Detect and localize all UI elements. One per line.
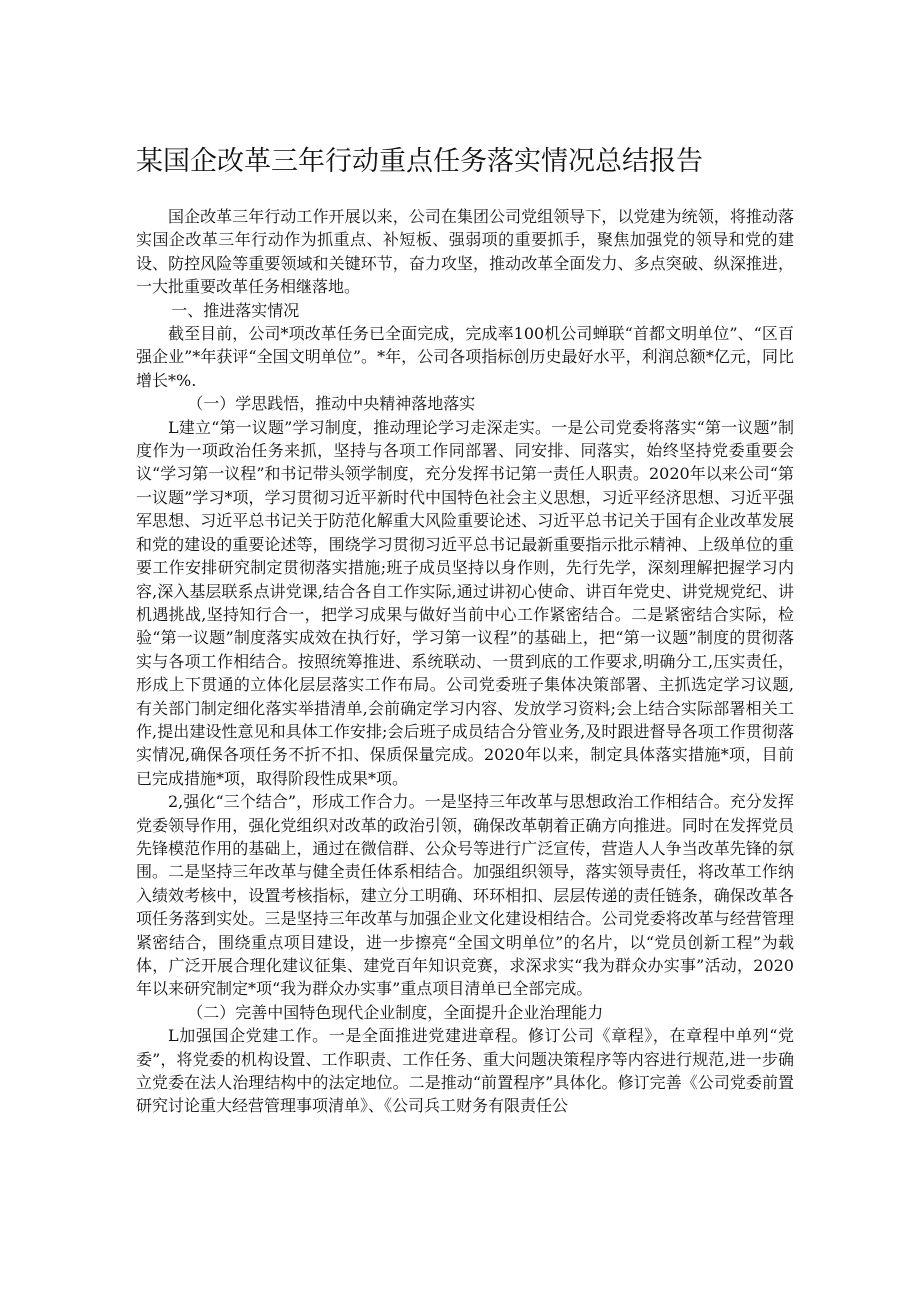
subsection-2-item-1: L加强国企党建工作。一是全面推进党建进章程。修订公司《章程》，在章程中单列“党委”，将党委的机构设置、工作职责、工作任务、重大问题决策程序等内容进行规范,进一步确立党委在法人治理结构中的法定地位。二是推动“前置程序”具体化。修订完善《公司党委前置研究讨论重大经营管理事项清单》、《公司兵工财务有限责任公 [136, 1026, 794, 1116]
document-page [136, 145, 794, 1118]
intro-paragraph: 国企改革三年行动工作开展以来，公司在集团公司党组领导下，以党建为统领，将推动落实国企改革三年行动作为抓重点、补短板、强弱项的重要抓手，聚焦加强党的领导和党的建设、防控风险等重要领域和关键环节，奋力攻坚，推动改革全面发力、多点突破、纵深推进，一大批重要改革任务相继落地。 [136, 207, 794, 297]
section-heading-1: 一、推进落实情况 [171, 300, 300, 320]
subsection-1-item-1: L建立“第一议题”学习制度，推动理论学习走深走实。一是公司党委将落实“第一议题”制度作为一项政治任务来抓，坚持与各项工作同部署、同安排、同落实，始终坚持党委重要会议“学习第一议程”和书记带头领学制度，充分发挥书记第一责任人职责。2020年以来公司“第一议题”学习*项，学习贯彻习近平新时代中国特色社会主义思想，习近平经济思想、习近平强军思想、习近平总书记关于防范化解重大风险重要论述、习近平总书记关于国有企业改革发展和党的建设的重要论述等，围绕学习贯彻习近平总书记最新重要指示批示精神、上级单位的重要工作安排研究制定贯彻落实措施;班子成员坚持以身作则，先行先学，深刻理解把握学习内容,深入基层联系点讲党课,结合各自工作实际,通过讲初心使命、讲百年党史、讲党规党纪、讲机遇挑战,坚持知行合一，把学习成果与做好当前中心工作紧密结合。二是紧密结合实际，检验“第一议题”制度落实成效在执行好，学习第一议程”的基础上，把“第一议题”制度的贯彻落实与各项工作相结合。按照统筹推进、系统联动、一贯到底的工作要求,明确分工,压实责任，形成上下贯通的立体化层层落实工作布局。公司党委班子集体决策部署、主抓选定学习议题,有关部门制定细化落实举措清单,会前确定学习内容、发放学习资料;会上结合实际部署相关工作,提出建设性意见和具体工作安排;会后班子成员结合分管业务,及时跟进督导各项工作贯彻落实情况,确保各项任务不折不扣、保质保量完成。2020年以来，制定具体落实措施*项，目前已完成措施*项，取得阶段性成果*项。 [136, 417, 794, 788]
subsection-heading-2: （二）完善中国特色现代企业制度，全面提升企业治理能力 [187, 1002, 604, 1022]
subsection-1-item-2: 2,强化“三个结合”，形成工作合力。一是坚持三年改革与思想政治工作相结合。充分发挥党委领导作用，强化党组织对改革的政治引领，确保改革朝着正确方向推进。同时在发挥党员先锋模范作用的基础上，通过在微信群、公众号等进行广泛宣传，营造人人争当改革先锋的氛围。二是坚持三年改革与健全责任体系相结合。加强组织领导，落实领导责任，将改革工作纳入绩效考核中，设置考核指标，建立分工明确、环环相扣、层层传递的责任链条，确保改革各项任务落到实处。三是坚持三年改革与加强企业文化建设相结合。公司党委将改革与经营管理紧密结合，围绕重点项目建设，进一步擦亮“全国文明单位”的名片，以“党员创新工程”为载体，广泛开展合理化建议征集、建党百年知识竞赛，求深求实“我为群众办实事”活动，2020年以来研究制定*项“我为群众办实事”重点项目清单已全部完成。 [136, 792, 794, 999]
document-title: 某国企改革三年行动重点任务落实情况总结报告 [136, 146, 703, 177]
subsection-heading-1: （一）学思践悟，推动中央精神落地落实 [187, 394, 476, 414]
section-1-paragraph: 截至目前，公司*项改革任务已全面完成，完成率100机公司蝉联“首都文明单位”、“区百强企业”*年获评“全国文明单位”。*年，公司各项指标创历史最好水平，利润总额*亿元，同比增长*%. [136, 324, 794, 390]
